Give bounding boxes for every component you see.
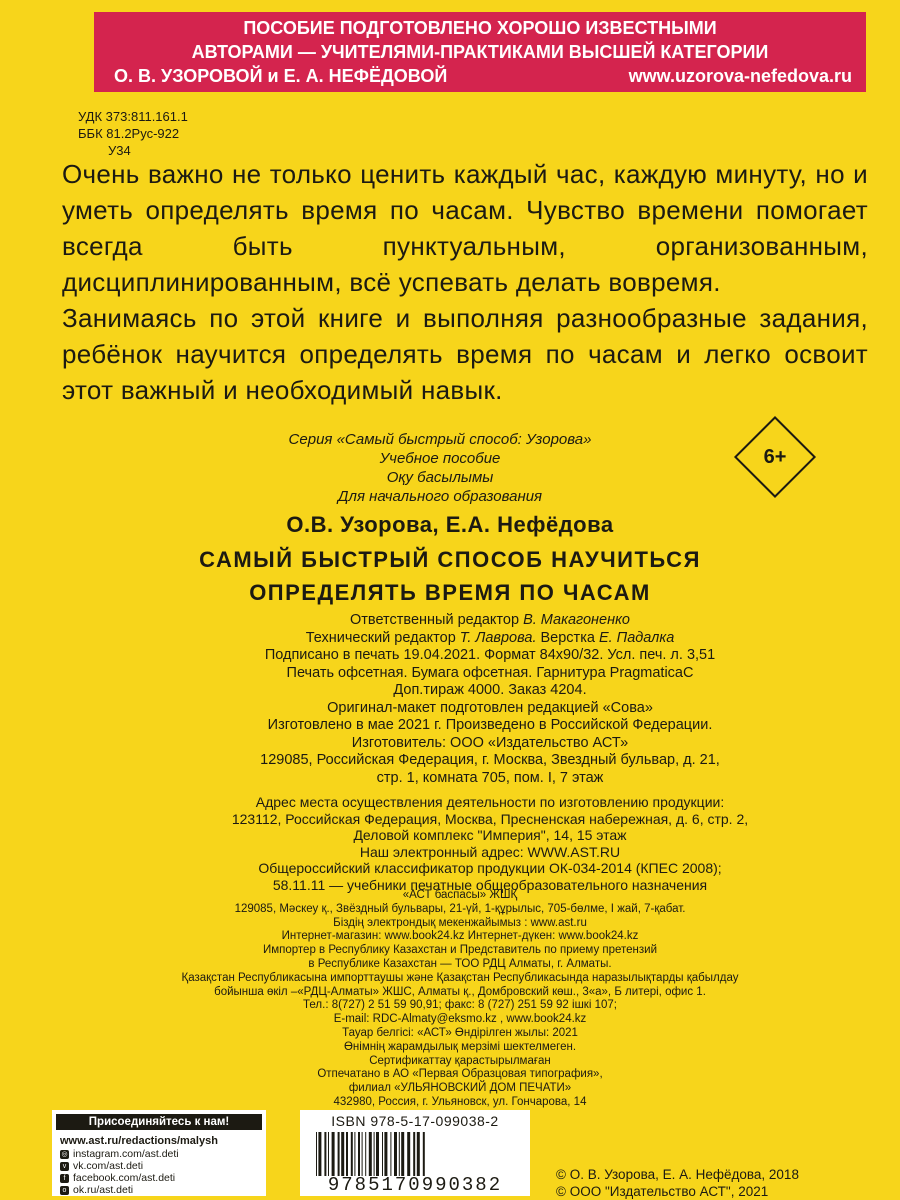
kz-line: Өнімнің жарамдылық мерзімі шектелмеген. [343,1040,577,1053]
production-address [140,794,840,893]
bbk-code: ББК 81.2Рус-922 [78,126,180,141]
kz-line: Біздің электрондық мекенжайымыз : www.ast.ru [333,916,587,929]
banner-line: АВТОРАМИ — УЧИТЕЛЯМИ-ПРАКТИКАМИ ВЫСШЕЙ КАТЕГОРИИ [191,42,769,62]
description-paragraph: Очень важно не только ценить каждый час, каждую минуту, но и уметь определять время по часам. Чувство времени помогает всегда быть пунктуальным, организованным, дисциплинированным, всё успевать делать вовремя. [62,159,868,297]
instagram-link[interactable] [52,1148,266,1160]
ok-link[interactable] [52,1184,266,1196]
book-authors: О.В. Узорова, Е.А. Нефёдова [286,512,614,537]
vk-icon: v [60,1162,69,1171]
banner-line: ПОСОБИЕ ПОДГОТОВЛЕНО ХОРОШО ИЗВЕСТНЫМИ [243,18,717,38]
printer-line: филиал «УЛЬЯНОВСКИЙ ДОМ ПЕЧАТИ» [348,1082,572,1095]
editor-name: В. Макагоненко [523,612,630,628]
production-line: Деловой комплекс "Империя", 14, 15 этаж [353,827,627,843]
author-mark: У34 [108,143,131,158]
publication-type-kz: Оқу басылымы [386,469,494,486]
book-description [62,156,868,408]
udk-code: УДК 373:811.161.1 [78,109,188,124]
tech-editor-name: Т. Лаврова. [459,629,537,646]
kz-line: «АСТ баспасы» ЖШҚ [402,889,518,901]
website-link[interactable]: www.ast.ru/redactions/malysh [60,1135,218,1147]
banner-authors: О. В. УЗОРОВОЙ и Е. А. НЕФЁДОВОЙ [114,66,448,86]
instagram-icon: ◎ [61,1150,68,1158]
imprint-block [140,612,840,787]
copyright-publisher: © ООО "Издательство АСТ", 2021 [556,1184,769,1199]
imprint-line: 129085, Российская Федерация, г. Москва, Звездный бульвар, д. 21, [260,752,720,768]
facebook-label: facebook.com/ast.deti [73,1172,176,1184]
imprint-line: Изготовитель: ООО «Издательство АСТ» [351,734,629,751]
vk-label: vk.com/ast.deti [73,1160,144,1172]
audience: Для начального образования [337,488,543,505]
production-line: Наш электронный адрес: WWW.AST.RU [359,843,621,860]
banner-website: www.uzorova-nefedova.ru [628,66,852,86]
printer-line: Отпечатано в АО «Первая Образцовая типография», [317,1068,603,1081]
vk-link[interactable] [52,1160,266,1172]
kz-line: Қазақстан Республикасына импорттаушы және Қазақстан Республикасында наразылықтарды қабылдау [181,971,739,984]
age-rating: 6+ [763,445,787,468]
ok-icon: o [60,1186,69,1195]
kz-line: Сертификаттау қарастырылмаған [369,1054,551,1067]
series-info [180,430,700,506]
social-header: Присоединяйтесь к нам! [56,1114,262,1130]
instagram-label: instagram.com/ast.deti [73,1148,179,1160]
imprint-line: Изготовлено в мае 2021 г. Произведено в Российской Федерации. [267,717,713,733]
kz-line: E-mail: RDC-Almaty@eksmo.kz , www.book24.kz [333,1013,587,1026]
social-box [52,1110,266,1196]
facebook-icon: f [60,1174,69,1183]
kz-line: в Республике Казахстан — ТОО РДЦ Алматы, г. Алматы. [308,957,612,970]
facebook-link[interactable] [52,1172,266,1184]
isbn-number: ISBN 978-5-17-099038-2 [331,1113,499,1129]
series-name: Серия «Самый быстрый способ: Узорова» [288,431,592,448]
layout-name: Е. Падалка [598,629,675,646]
kz-line: 129085, Мәскеу қ., Звёздный бульвары, 21-үй, 1-құрылыс, 705-бөлме, I жай, 7-қабат. [234,902,686,915]
description-paragraph: Занимаясь по этой книге и выполняя разнообразные задания, ребёнок научится определять время по часам и легко освоит этот важный и необходимый навык. [62,303,868,405]
tech-editor-line [140,630,840,648]
imprint-line: Оригинал-макет подготовлен редакцией «Сова» [327,699,653,716]
kz-line: Интернет-магазин: www.book24.kz Интернет-дүкен: www.book24.kz [281,930,639,943]
imprint-line: Подписано в печать 19.04.2021. Формат 84х90/32. Усл. печ. л. 3,51 [264,647,716,663]
kz-line: Тауар белгісі: «АСТ» Өндірілген жылы: 2021 [342,1026,578,1039]
production-line: 123112, Российская Федерация, Москва, Пресненская набережная, д. 6, стр. 2, [231,810,749,827]
barcode-digits: 9785170990382 [327,1174,503,1196]
tech-editor-label: Технический редактор [305,629,456,646]
layout-label: Верстка [540,629,595,646]
isbn-block [300,1110,530,1196]
ok-label: ok.ru/ast.deti [73,1184,134,1196]
editor-line [140,612,840,630]
production-line: Адрес места осуществления деятельности по изготовлению продукции: [255,794,725,810]
production-line: 58.11.11 — учебники печатные общеобразовательного назначения [272,876,708,893]
copyright-authors: © О. В. Узорова, Е. А. Нефёдова, 2018 [556,1167,799,1182]
publication-type: Учебное пособие [379,450,501,467]
banner-line [94,64,866,88]
imprint-line: стр. 1, комната 705, пом. I, 7 этаж [376,769,604,786]
classification-codes [78,108,188,159]
book-title: ОПРЕДЕЛЯТЬ ВРЕМЯ ПО ЧАСАМ [249,580,651,605]
kz-line: бойынша өкіл –«РДЦ-Алматы» ЖШС, Алматы қ., Домбровский көш., 3«а», Б литері, офис 1. [214,985,706,998]
kz-line: Тел.: 8(727) 2 51 59 90,91; факс: 8 (727) 251 59 92 ішкі 107; [303,999,617,1012]
copyright [556,1166,896,1200]
imprint-line: Печать офсетная. Бумага офсетная. Гарнитура PragmaticaC [286,664,694,681]
imprint-line: Доп.тираж 4000. Заказ 4204. [393,682,587,698]
production-line: Общероссийский классификатор продукции ОК-034-2014 (КПЕС 2008); [258,860,722,876]
barcode [314,1132,516,1176]
promo-banner [94,12,866,92]
kazakhstan-info [60,889,860,1110]
editor-label: Ответственный редактор [350,612,520,628]
book-title: САМЫЙ БЫСТРЫЙ СПОСОБ НАУЧИТЬСЯ [199,547,701,572]
printer-line: 432980, Россия, г. Ульяновск, ул. Гончарова, 14 [333,1095,587,1108]
kz-line: Импортер в Республику Казахстан и Представитель по приему претензий [262,944,658,957]
